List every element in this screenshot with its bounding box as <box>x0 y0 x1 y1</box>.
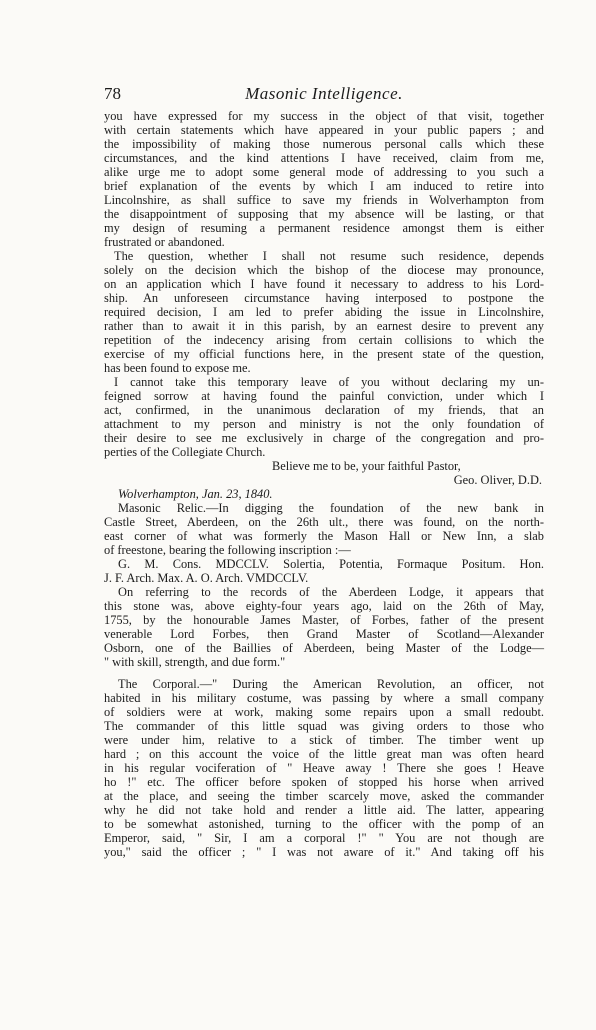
text-line: solely on the decision which the bishop of the diocese may pronounce, <box>104 263 544 277</box>
text-line: 1755, by the honourable James Master, of Forbes, father of the present <box>104 613 544 627</box>
text-line: On referring to the records of the Aberdeen Lodge, it appears that <box>118 585 544 599</box>
text-line: the disappointment of supposing that my absence will be lasting, or that <box>104 207 544 221</box>
text-line: of soldiers were at work, making some repairs upon a small redoubt. <box>104 705 544 719</box>
text-line: were under him, relative to a stick of timber. The timber went up <box>104 733 544 747</box>
text-line: this stone was, above eighty-four years ago, laid on the 26th of May, <box>104 599 544 613</box>
text-line: circumstances, and the kind attentions I have received, claim from me, <box>104 151 544 165</box>
text-line: the impossibility of making those numerous personal calls which these <box>104 137 544 151</box>
text-line: The question, whether I shall not resume such residence, depends <box>114 249 544 263</box>
dateline: Wolverhampton, Jan. 23, 1840. <box>118 487 273 501</box>
text-line: with certain statements which have appeared in your public papers ; and <box>104 123 544 137</box>
text-line: ho !" etc. The officer before spoken of stopped his horse when arrived <box>104 775 544 789</box>
text-line: east corner of what was formerly the Mason Hall or New Inn, a slab <box>104 529 544 543</box>
text-line: Lincolnshire, as shall suffice to save my friends in Wolverhampton from <box>104 193 544 207</box>
inscription-line: J. F. Arch. Max. A. O. Arch. VMDCCLV. <box>104 571 309 585</box>
text-line: my design of resuming a permanent residence amongst them is either <box>104 221 544 235</box>
text-line: alike urge me to adopt some general mode of addressing to you such a <box>104 165 544 179</box>
text-line: Osborn, one of the Baillies of Aberdeen, being Master of the Lodge— <box>104 641 544 655</box>
page-header <box>104 84 544 106</box>
text-line: hard ; on this account the voice of the little great man was often heard <box>104 747 544 761</box>
text-line: brief explanation of the events by which I am induced to retire into <box>104 179 544 193</box>
text-line: attachment to my person and ministry is not the only foundation of <box>104 417 544 431</box>
text-line: at the place, and seeing the timber scarcely move, asked the commander <box>104 789 544 803</box>
text-line: act, confirmed, in the unanimous declaration of my friends, that an <box>104 403 544 417</box>
text-line: exercise of my official functions here, in the present state of the question, <box>104 347 544 361</box>
letter-closing: Believe me to be, your faithful Pastor, <box>272 459 461 473</box>
text-line: why he did not take hold and render a little aid. The latter, appearing <box>104 803 544 817</box>
text-line: venerable Lord Forbes, then Grand Master of Scotland—Alexander <box>104 627 544 641</box>
text-line: habited in his military costume, was passing by where a small company <box>104 691 544 705</box>
text-line: ship. An unforeseen circumstance having interposed to postpone the <box>104 291 544 305</box>
signature: Geo. Oliver, D.D. <box>453 473 542 487</box>
text-line: has been found to expose me. <box>104 361 251 375</box>
text-line: perties of the Collegiate Church. <box>104 445 266 459</box>
text-line: repetition of the indecency arising from certain collisions to which the <box>104 333 544 347</box>
text-line: frustrated or abandoned. <box>104 235 225 249</box>
text-line: on an application which I have found it necessary to address to his Lord- <box>104 277 544 291</box>
text-line: The commander of this little squad was giving orders to those who <box>104 719 544 733</box>
text-line: I cannot take this temporary leave of you without declaring my un- <box>114 375 544 389</box>
text-line: in his regular vociferation of " Heave away ! There she goes ! Heave <box>104 761 544 775</box>
body-text <box>104 109 544 859</box>
text-line: you," said the officer ; " I was not aware of it." And taking off his <box>104 845 544 859</box>
paragraph-gap <box>104 669 544 677</box>
text-line: Masonic Relic.—In digging the foundation of the new bank in <box>118 501 544 515</box>
text-line: required decision, I am led to prefer abiding the issue in Lincolnshire, <box>104 305 544 319</box>
inscription-line: G. M. Cons. MDCCLV. Solertia, Potentia, Formaque Positum. Hon. <box>118 557 544 571</box>
text-line: Castle Street, Aberdeen, on the 26th ult., there was found, on the north- <box>104 515 544 529</box>
page-number: 78 <box>104 84 121 103</box>
running-title: Masonic Intelligence. <box>245 84 403 103</box>
text-line: feigned sorrow at having found the painful conviction, under which I <box>104 389 544 403</box>
text-line: Emperor, said, " Sir, I am a corporal !" " You are not though are <box>104 831 544 845</box>
text-line: you have expressed for my success in the object of that visit, together <box>104 109 544 123</box>
text-line: " with skill, strength, and due form." <box>104 655 286 669</box>
text-line: of freestone, bearing the following inscription :— <box>104 543 351 557</box>
text-line: rather than to await it in this parish, by an earnest desire to prevent any <box>104 319 544 333</box>
text-line: their desire to see me exclusively in charge of the congregation and pro- <box>104 431 544 445</box>
text-line: The Corporal.—" During the American Revolution, an officer, not <box>118 677 544 691</box>
text-line: to be somewhat astonished, turning to the officer with the pomp of an <box>104 817 544 831</box>
